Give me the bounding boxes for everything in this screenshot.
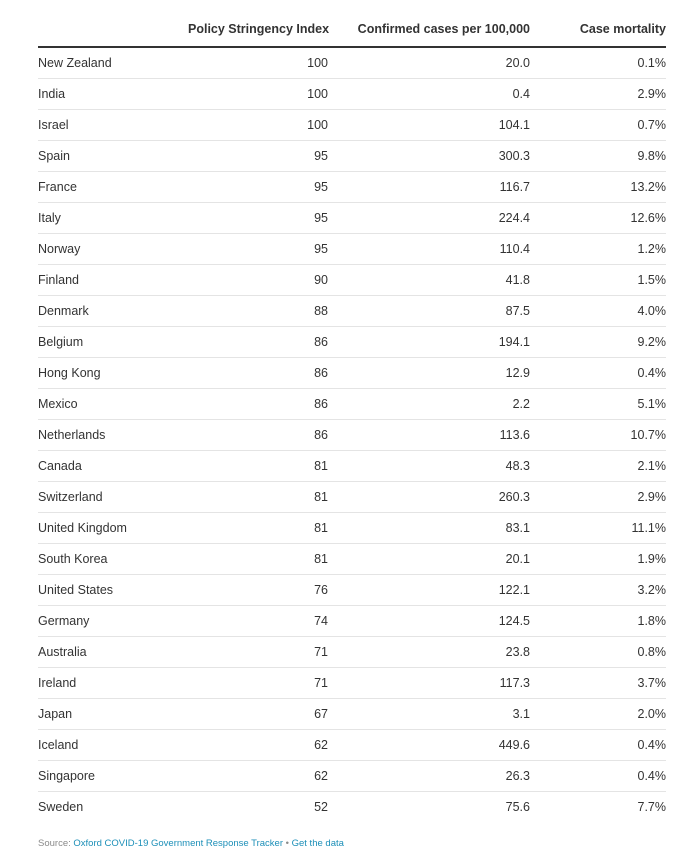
cell-policy-stringency: 100: [188, 79, 328, 110]
column-header-policy-stringency: Policy Stringency Index: [188, 14, 328, 47]
cell-policy-stringency: 95: [188, 203, 328, 234]
cell-confirmed-cases: 87.5: [328, 296, 530, 327]
cell-country: Spain: [38, 141, 188, 172]
cell-policy-stringency: 81: [188, 451, 328, 482]
cell-case-mortality: 0.8%: [530, 637, 666, 668]
cell-country: United States: [38, 575, 188, 606]
table-header: [38, 14, 666, 47]
cell-case-mortality: 12.6%: [530, 203, 666, 234]
data-table-container: [38, 14, 666, 822]
cell-policy-stringency: 71: [188, 668, 328, 699]
cell-confirmed-cases: 75.6: [505, 800, 530, 814]
cell-policy-stringency: 95: [188, 234, 328, 265]
cell-policy-stringency: 86: [188, 358, 328, 389]
cell-confirmed-cases: 116.7: [328, 172, 530, 203]
cell-country: Iceland: [38, 730, 188, 761]
cell-case-mortality: 1.8%: [530, 606, 666, 637]
source-footer: [38, 838, 344, 849]
cell-policy-stringency: 90: [188, 265, 328, 296]
table-row: [38, 47, 666, 79]
cell-country: Belgium: [38, 327, 188, 358]
data-table: [38, 14, 666, 822]
cell-case-mortality: 9.8%: [530, 141, 666, 172]
table-row: [38, 792, 666, 823]
cell-case-mortality: 2.1%: [530, 451, 666, 482]
table-row: [38, 513, 666, 544]
cell-case-mortality: 1.5%: [530, 265, 666, 296]
column-header-confirmed-cases: Confirmed cases per 100,000: [328, 14, 530, 47]
cell-policy-stringency: 74: [188, 606, 328, 637]
cell-country: United Kingdom: [38, 513, 188, 544]
table-row: [38, 172, 666, 203]
cell-country: Singapore: [38, 761, 188, 792]
cell-case-mortality: 1.2%: [530, 234, 666, 265]
cell-country: France: [38, 172, 188, 203]
cell-confirmed-cases: 124.5: [328, 606, 530, 637]
cell-policy-stringency: 81: [188, 482, 328, 513]
column-header-country: [38, 14, 188, 47]
table-row: [38, 234, 666, 265]
cell-confirmed-cases: 300.3: [328, 141, 530, 172]
table-row: [38, 296, 666, 327]
table-row: [38, 637, 666, 668]
table-row: [38, 389, 666, 420]
cell-country: Mexico: [38, 389, 188, 420]
cell-confirmed-cases: 104.1: [328, 110, 530, 141]
cell-confirmed-cases: 41.8: [328, 265, 530, 296]
cell-case-mortality: 3.7%: [530, 668, 666, 699]
cell-case-mortality: 0.1%: [530, 47, 666, 79]
table-row: [38, 699, 666, 730]
table-row: [38, 110, 666, 141]
cell-case-mortality: 10.7%: [530, 420, 666, 451]
cell-country: Canada: [38, 451, 188, 482]
cell-confirmed-cases: 224.4: [328, 203, 530, 234]
cell-confirmed-cases: 20.0: [328, 47, 530, 79]
table-row: [38, 575, 666, 606]
cell-country: Denmark: [38, 296, 188, 327]
cell-confirmed-cases: 110.4: [328, 234, 530, 265]
cell-policy-stringency: 88: [188, 296, 328, 327]
cell-confirmed-cases: 26.3: [328, 761, 530, 792]
cell-case-mortality: 5.1%: [530, 389, 666, 420]
cell-case-mortality: 13.2%: [530, 172, 666, 203]
table-row: [38, 482, 666, 513]
column-header-case-mortality: Case mortality: [530, 14, 666, 47]
table-row: [38, 451, 666, 482]
cell-country: Japan: [38, 699, 188, 730]
cell-policy-stringency: 86: [188, 327, 328, 358]
cell-case-mortality: 2.0%: [530, 699, 666, 730]
table-row: [38, 79, 666, 110]
cell-country: Germany: [38, 606, 188, 637]
cell-policy-stringency: 71: [188, 637, 328, 668]
table-row: [38, 358, 666, 389]
cell-policy-stringency: 95: [188, 172, 328, 203]
header-row: [38, 14, 666, 47]
cell-country: Australia: [38, 637, 188, 668]
table-row: [38, 668, 666, 699]
cell-case-mortality: 0.4%: [530, 358, 666, 389]
get-the-data-link[interactable]: Get the data: [291, 838, 344, 849]
cell-country: Finland: [38, 265, 188, 296]
cell-country: South Korea: [38, 544, 188, 575]
table-row: [38, 420, 666, 451]
table-row: [38, 606, 666, 637]
source-label: Source:: [38, 838, 71, 849]
cell-policy-stringency: 100: [188, 110, 328, 141]
cell-case-mortality: 0.4%: [530, 761, 666, 792]
cell-policy-stringency: 62: [188, 761, 328, 792]
cell-case-mortality: 7.7%: [637, 800, 666, 814]
cell-confirmed-cases: 260.3: [328, 482, 530, 513]
cell-policy-stringency: 52: [314, 800, 328, 814]
cell-policy-stringency: 76: [188, 575, 328, 606]
cell-confirmed-cases: 23.8: [328, 637, 530, 668]
table-body: [38, 47, 666, 822]
table-row: [38, 730, 666, 761]
cell-country: Italy: [38, 203, 188, 234]
cell-confirmed-cases: 12.9: [328, 358, 530, 389]
cell-case-mortality: 3.2%: [530, 575, 666, 606]
cell-case-mortality: 1.9%: [530, 544, 666, 575]
cell-policy-stringency: 100: [188, 47, 328, 79]
table-row: [38, 265, 666, 296]
cell-case-mortality: 2.9%: [530, 79, 666, 110]
cell-country: Hong Kong: [38, 358, 188, 389]
cell-policy-stringency: 62: [188, 730, 328, 761]
table-row: [38, 761, 666, 792]
cell-policy-stringency: 86: [188, 420, 328, 451]
cell-case-mortality: 0.7%: [530, 110, 666, 141]
table-row: [38, 141, 666, 172]
cell-confirmed-cases: 194.1: [328, 327, 530, 358]
cell-case-mortality: 0.4%: [530, 730, 666, 761]
cell-case-mortality: 2.9%: [530, 482, 666, 513]
cell-country: Switzerland: [38, 482, 188, 513]
cell-case-mortality: 4.0%: [530, 296, 666, 327]
cell-case-mortality: 9.2%: [530, 327, 666, 358]
cell-confirmed-cases: 2.2: [328, 389, 530, 420]
footer-separator: •: [285, 838, 289, 849]
source-link[interactable]: Oxford COVID-19 Government Response Tracker: [73, 838, 283, 849]
cell-country: Netherlands: [38, 420, 188, 451]
cell-country: Israel: [38, 110, 188, 141]
cell-country: New Zealand: [38, 47, 188, 79]
cell-country: Sweden: [38, 800, 84, 814]
cell-confirmed-cases: 20.1: [328, 544, 530, 575]
cell-policy-stringency: 67: [188, 699, 328, 730]
table-row: [38, 327, 666, 358]
cell-confirmed-cases: 83.1: [328, 513, 530, 544]
cell-confirmed-cases: 113.6: [328, 420, 530, 451]
cell-country: India: [38, 79, 188, 110]
cell-policy-stringency: 86: [188, 389, 328, 420]
cell-confirmed-cases: 449.6: [328, 730, 530, 761]
cell-policy-stringency: 95: [188, 141, 328, 172]
cell-confirmed-cases: 117.3: [328, 668, 530, 699]
table-row: [38, 203, 666, 234]
cell-confirmed-cases: 122.1: [328, 575, 530, 606]
cell-country: Norway: [38, 234, 188, 265]
cell-confirmed-cases: 0.4: [328, 79, 530, 110]
cell-policy-stringency: 81: [188, 544, 328, 575]
cell-confirmed-cases: 48.3: [328, 451, 530, 482]
cell-confirmed-cases: 3.1: [328, 699, 530, 730]
cell-policy-stringency: 81: [188, 513, 328, 544]
cell-country: Ireland: [38, 668, 188, 699]
table-row: [38, 544, 666, 575]
cell-case-mortality: 11.1%: [530, 513, 666, 544]
